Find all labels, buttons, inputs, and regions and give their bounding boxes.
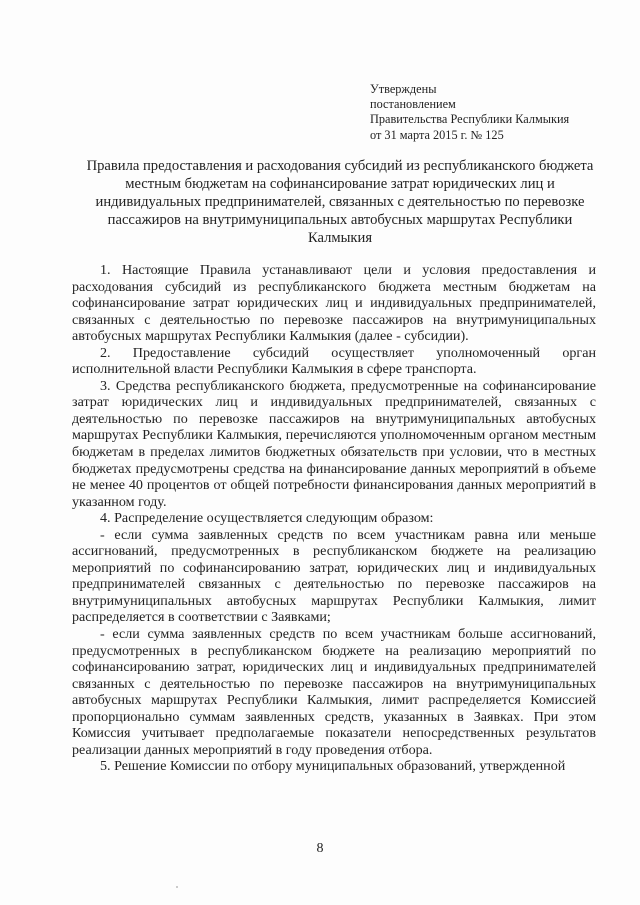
approval-line: Правительства Республики Калмыкия <box>370 112 570 127</box>
paragraph-4-item-1: - если сумма заявленных средств по всем участникам равна или меньше ассигнований, предусмотренных в республиканском бюджете на реализацию мероприятий по софинансированию затрат, юридических лиц и индивидуальных предпринимателей связанных с деятельностью по перевозке пассажиров на внутримуниципальных автобусных маршрутах Республики Калмыкия, лимит распределяется в соответствии с Заявками; <box>72 526 596 626</box>
approval-line: Утверждены <box>370 82 437 96</box>
paragraph-4-item-2: - если сумма заявленных средств по всем участникам больше ассигнований, предусмотренных в республиканском бюджете на реализацию мероприятий по софинансированию затрат, юридических лиц и индивидуальных предпринимателей связанных с деятельностью по перевозке пассажиров на внутримуниципальных автобусных маршрутах Республики Калмыкия, лимит распределяется Комиссией пропорционально суммам заявленных средств, указанных в Заявках. При этом Комиссия учитывает предполагаемые показатели непосредственных результатов реализации данных мероприятий в году проведения отбора. <box>72 626 596 758</box>
document-body <box>72 262 596 775</box>
approval-block <box>370 82 569 143</box>
paragraph-2: 2. Предоставление субсидий осуществляет уполномоченный орган исполнительной власти Республики Калмыкия в сфере транспорта. <box>72 344 596 378</box>
paragraph-5: 5. Решение Комиссии по отбору муниципальных образований, утвержденной <box>100 758 566 775</box>
scan-speck <box>176 886 178 888</box>
approval-line: от 31 марта 2015 г. № 125 <box>370 127 504 142</box>
paragraph-3: 3. Средства республиканского бюджета, предусмотренные на софинансирование затрат юридических лиц и индивидуальных предпринимателей, связанных с деятельностью по перевозке пассажиров на внутримуниципальных автобусных маршрутах Республики Калмыкия, перечисляются уполномоченным органом местным бюджетам в пределах лимитов бюджетных обязательств при условии, что в местных бюджетах предусмотрены средства на финансирование данных мероприятий в объеме не менее 40 процентов от общей потребности финансирования данных мероприятий в указанном году. <box>72 377 596 510</box>
approval-line: постановлением <box>370 97 456 112</box>
paragraph-1: 1. Настоящие Правила устанавливают цели и условия предоставления и расходования субсидий из республиканского бюджета местным бюджетам на софинансирование затрат юридических лиц и индивидуальных предпринимателей, связанных с деятельностью по перевозке пассажиров на внутримуниципальных автобусных маршрутах Республики Калмыкия (далее - субсидии). <box>72 262 596 345</box>
page-number: 8 <box>316 841 324 856</box>
paragraph-4: 4. Распределение осуществляется следующим образом: <box>100 510 434 527</box>
document-title: Правила предоставления и расходования субсидий из республиканского бюджета местным бюджетам на софинансирование затрат юридических лиц и индивидуальных предпринимателей, связанных с деятельностью по перевозке пассажиров на внутримуниципальных автобусных маршрутах Республики Калмыкия <box>86 158 594 246</box>
